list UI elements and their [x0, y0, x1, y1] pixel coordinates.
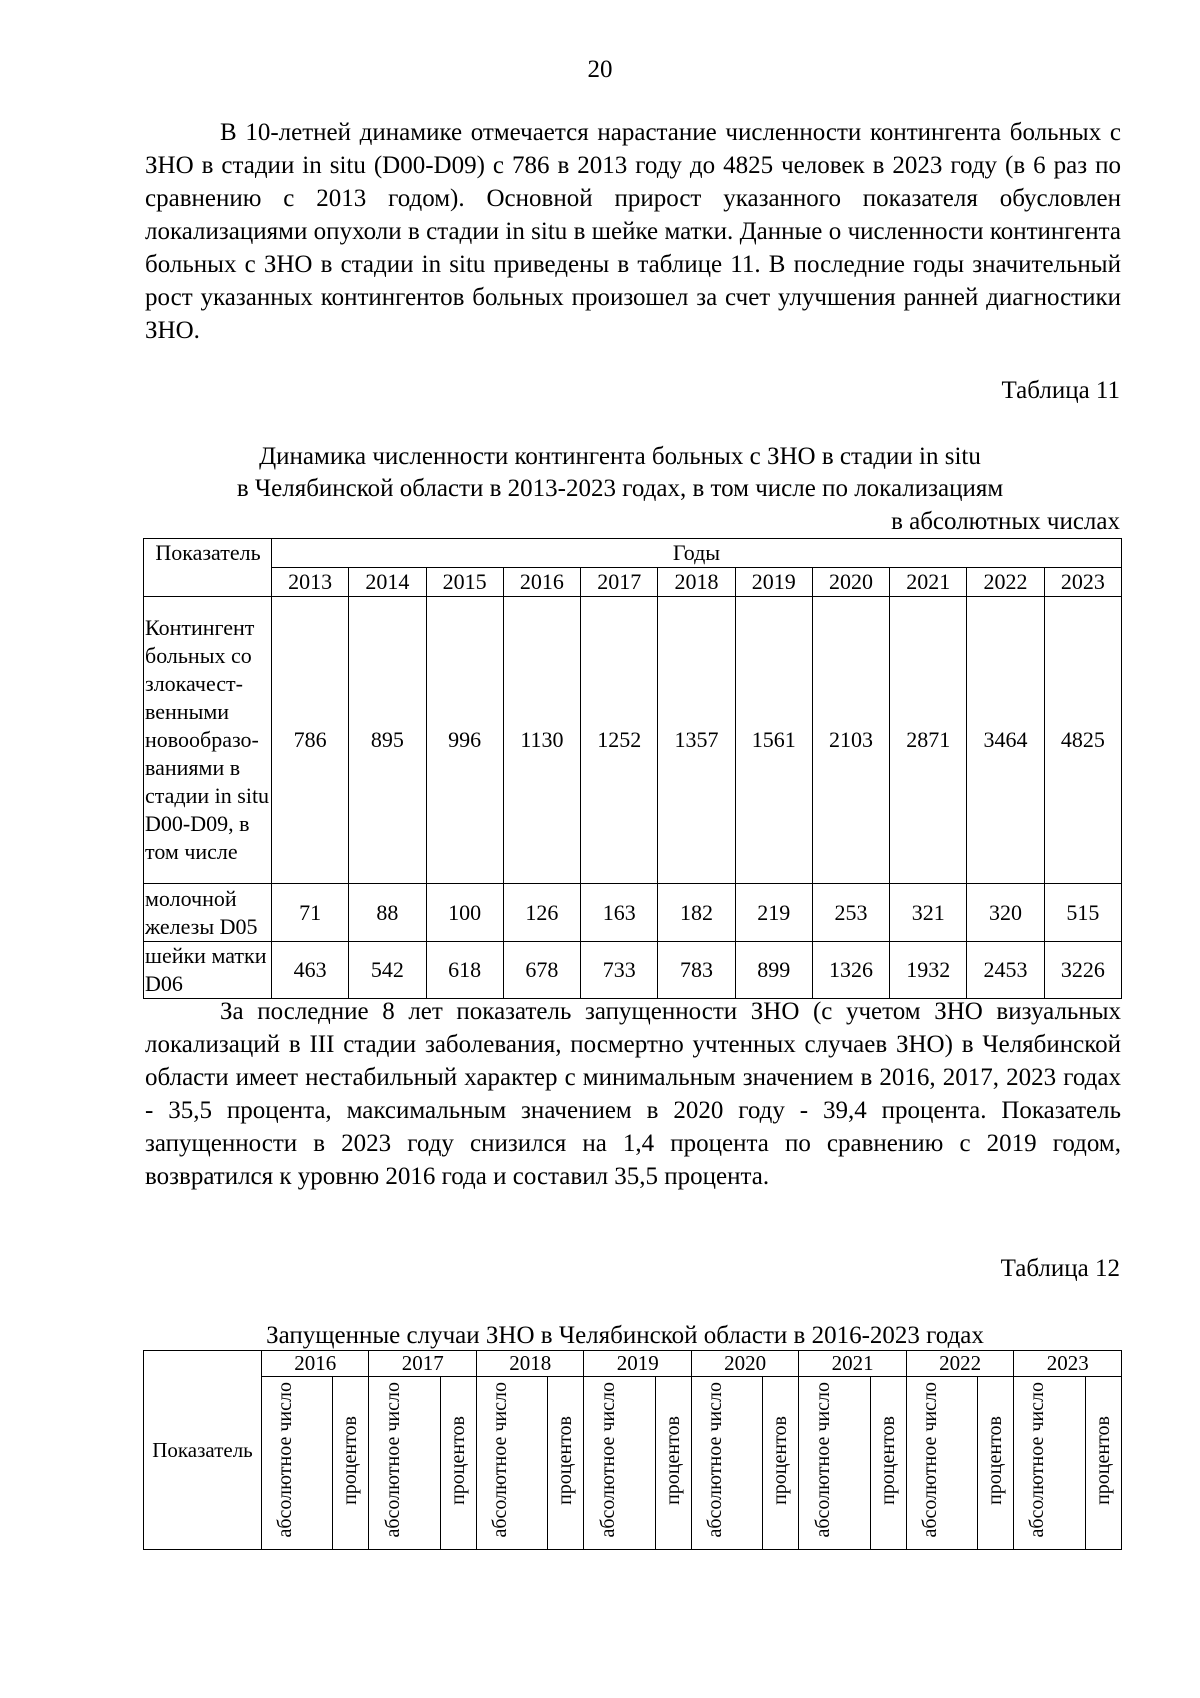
table-11-cell: 2453: [967, 942, 1044, 999]
table-11-cell: 71: [272, 884, 349, 942]
table-12-subheader-percent-text: процентов: [446, 1415, 469, 1505]
table-11-cell: 219: [735, 884, 812, 942]
table-11-cell: 321: [890, 884, 967, 942]
paragraph-neglect-rate: За последние 8 лет показатель запущенности ЗНО (с учетом ЗНО визуальных локализаций в III стадии заболевания, посмертно учтенных случаев ЗНО) в Челябинской области имеет нестабильный характер с минимальным значением в 2016, 2017, 2023 годах - 35,5 процента, максимальным значением в 2020 году - 39,4 процента. Показатель запущенности в 2023 году снизился на 1,4 процента по сравнению с 2019 годом, возвратился к уровню 2016 года и составил 35,5 процента.: [145, 998, 1121, 1190]
table-11-row-label: молочной железы D05: [144, 884, 272, 942]
table-11-caption-line1: Динамика численности контингента больных с ЗНО в стадии in situ: [259, 443, 981, 470]
table-11-label: Таблица 11: [1001, 377, 1120, 404]
table-11-cell: 163: [581, 884, 658, 942]
table-11-cell: 3464: [967, 597, 1044, 884]
table-11-cell: 1932: [890, 942, 967, 999]
table-12-subheader-absolute-text: абсолютное число: [918, 1382, 941, 1538]
table-11-cell: 783: [658, 942, 735, 999]
table-11-cell: 253: [812, 884, 889, 942]
table-12-subheader-absolute: [691, 1377, 762, 1550]
table-12-subheader-percent-text: процентов: [554, 1415, 577, 1505]
table-12-caption: Запущенные случаи ЗНО в Челябинской области в 2016-2023 годах: [266, 1322, 984, 1349]
table-11-year-header: 2018: [658, 568, 735, 597]
table-11-cell: 88: [349, 884, 426, 942]
table-11-year-header: 2019: [735, 568, 812, 597]
table-11-cell: 542: [349, 942, 426, 999]
table-11-cell: 899: [735, 942, 812, 999]
table-12-year-header: 2021: [799, 1351, 906, 1377]
table-11-cell: 1130: [503, 597, 580, 884]
table-12-subheader-percent: [870, 1377, 906, 1550]
table-12-subheader-absolute-text: абсолютное число: [1026, 1382, 1049, 1538]
table-12-subheader-absolute: [584, 1377, 655, 1550]
table-11-cell: 618: [426, 942, 503, 999]
table-12-subheader-absolute: [369, 1377, 440, 1550]
table-11-year-header: 2017: [581, 568, 658, 597]
table-12-label: Таблица 12: [1000, 1255, 1120, 1282]
table-12-year-header: 2023: [1014, 1351, 1122, 1377]
table-11-year-header: 2022: [967, 568, 1044, 597]
table-11-cell: 1326: [812, 942, 889, 999]
table-11-year-header: 2015: [426, 568, 503, 597]
table-11-year-header: 2023: [1044, 568, 1121, 597]
table-12-year-header: 2022: [906, 1351, 1013, 1377]
table-12-year-header: 2018: [476, 1351, 583, 1377]
table-11-year-header: 2020: [812, 568, 889, 597]
table-11-units: в абсолютных числах: [891, 508, 1120, 535]
table-12-subheader-percent-text: процентов: [876, 1415, 899, 1505]
table-11-year-header: 2013: [272, 568, 349, 597]
table-12: [143, 1350, 1122, 1550]
table-11-row-label: Контингент больных со злокачест-венными новообразо-ваниями в стадии in situ D00-D09, в том числе: [144, 597, 272, 884]
table-11-cell: 126: [503, 884, 580, 942]
table-11-cell: 182: [658, 884, 735, 942]
table-11-cell: 100: [426, 884, 503, 942]
table-11-caption-line2: в Челябинской области в 2013-2023 годах, в том числе по локализациям: [236, 475, 1004, 502]
table-11-cell: 320: [967, 884, 1044, 942]
table-12-subheader-absolute-text: абсолютное число: [274, 1382, 297, 1538]
table-11-header-years: Годы: [272, 539, 1122, 568]
table-12-subheader-absolute-text: абсолютное число: [704, 1382, 727, 1538]
table-11-year-header: 2014: [349, 568, 426, 597]
table-12-subheader-absolute-text: абсолютное число: [596, 1382, 619, 1538]
table-12-subheader-percent: [333, 1377, 369, 1550]
table-11-cell: 678: [503, 942, 580, 999]
table-11-cell: 2871: [890, 597, 967, 884]
table-11-row-label: шейки матки D06: [144, 942, 272, 999]
table-12-header-indicator: Показатель: [144, 1351, 262, 1550]
table-11-year-header: 2021: [890, 568, 967, 597]
table-12-subheader-absolute: [799, 1377, 870, 1550]
table-11-cell: 3226: [1044, 942, 1121, 999]
table-12-subheader-absolute: [906, 1377, 977, 1550]
table-11-cell: 1561: [735, 597, 812, 884]
table-11: [143, 538, 1122, 999]
table-12-subheader-percent-text: процентов: [1091, 1415, 1114, 1505]
table-11-year-header: 2016: [503, 568, 580, 597]
page-number: 20: [587, 56, 613, 83]
table-11-cell: 1252: [581, 597, 658, 884]
table-12-year-header: 2020: [691, 1351, 798, 1377]
table-12-subheader-absolute-text: абсолютное число: [489, 1382, 512, 1538]
table-11-header-indicator: Показатель: [144, 539, 272, 597]
table-11-cell: 895: [349, 597, 426, 884]
table-12-subheader-percent-text: процентов: [769, 1415, 792, 1505]
table-11-cell: 786: [272, 597, 349, 884]
table-12-subheader-percent-text: процентов: [984, 1415, 1007, 1505]
table-12-year-header: 2016: [262, 1351, 369, 1377]
table-11-cell: 733: [581, 942, 658, 999]
table-12-subheader-percent: [1085, 1377, 1121, 1550]
table-11-cell: 515: [1044, 884, 1121, 942]
table-12-subheader-absolute-text: абсолютное число: [381, 1382, 404, 1538]
table-12-subheader-absolute: [476, 1377, 547, 1550]
table-12-subheader-percent: [763, 1377, 799, 1550]
table-11-cell: 4825: [1044, 597, 1121, 884]
table-11-cell: 463: [272, 942, 349, 999]
table-11-cell: 996: [426, 597, 503, 884]
table-12-year-header: 2017: [369, 1351, 476, 1377]
table-11-cell: 2103: [812, 597, 889, 884]
table-12-year-header: 2019: [584, 1351, 691, 1377]
table-12-subheader-percent: [548, 1377, 584, 1550]
paragraph-in-situ-dynamics: В 10-летней динамике отмечается нарастание численности контингента больных с ЗНО в стадии in situ (D00-D09) с 786 в 2013 году до 4825 человек в 2023 году (в 6 раз по сравнению с 2013 годом). Основной прирост указанного показателя обусловлен локализациями опухоли в стадии in situ в шейке матки. Данные о численности контингента больных с ЗНО в стадии in situ приведены в таблице 11. В последние годы значительный рост указанных контингентов больных произошел за счет улучшения ранней диагностики ЗНО.: [145, 119, 1121, 344]
table-12-subheader-absolute-text: абсолютное число: [811, 1382, 834, 1538]
table-12-subheader-percent-text: процентов: [339, 1415, 362, 1505]
table-11-cell: 1357: [658, 597, 735, 884]
table-12-subheader-absolute: [262, 1377, 333, 1550]
table-12-subheader-percent-text: процентов: [661, 1415, 684, 1505]
table-12-subheader-absolute: [1014, 1377, 1085, 1550]
table-12-subheader-percent: [978, 1377, 1014, 1550]
table-12-subheader-percent: [655, 1377, 691, 1550]
table-12-subheader-percent: [440, 1377, 476, 1550]
